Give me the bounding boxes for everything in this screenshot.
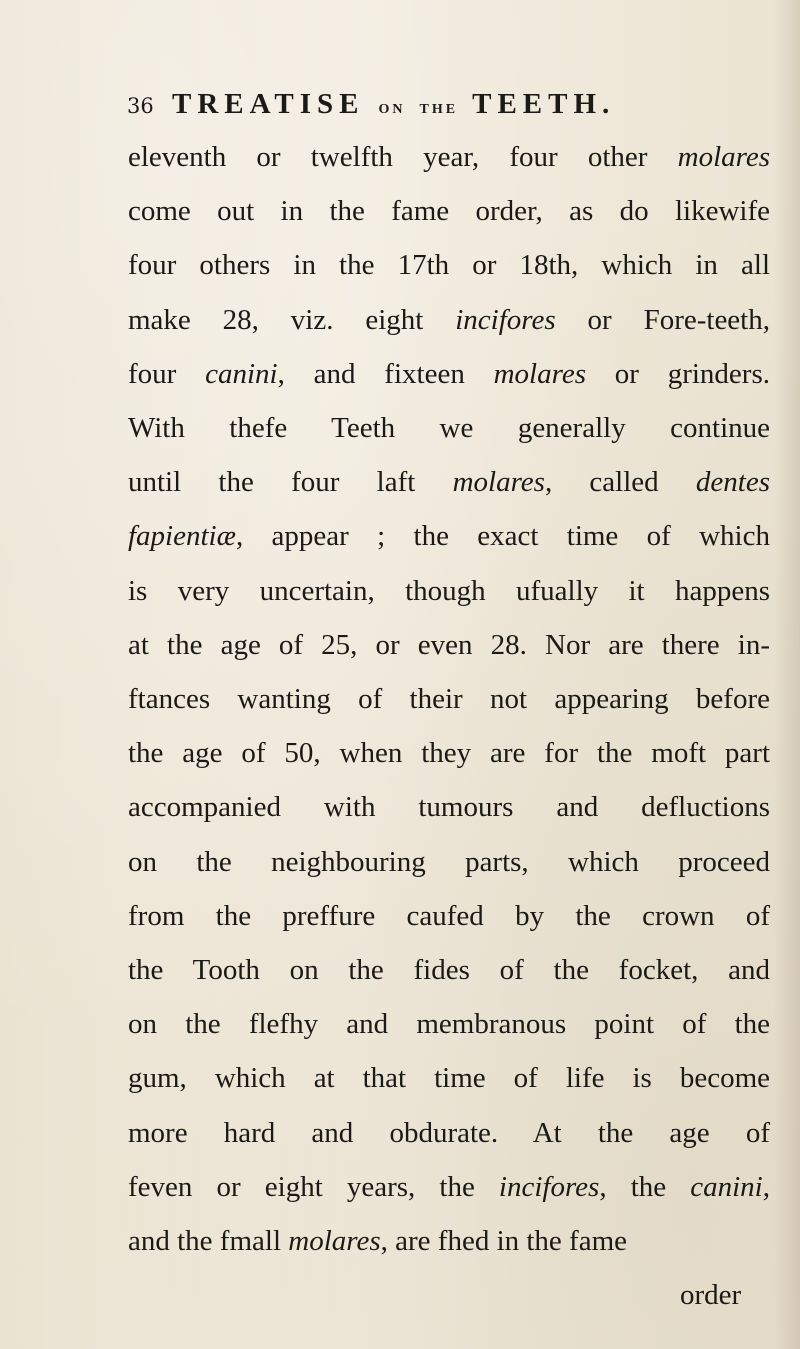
italic-term: incifores (455, 303, 556, 336)
text-line (128, 571, 770, 611)
text-run: and the fmall (128, 1225, 289, 1257)
text-run: , (762, 1170, 770, 1203)
italic-term: molares (288, 1225, 381, 1257)
text-run: feven or eight years, the (128, 1170, 499, 1203)
text-line (128, 787, 770, 827)
text-line (128, 516, 770, 556)
text-line (128, 625, 770, 665)
italic-term: canini (205, 357, 278, 390)
page-number: 36 (127, 94, 154, 118)
italic-term: molares (677, 141, 770, 173)
text-run: at the age of 25, or even 28. Nor are there in- (128, 628, 770, 661)
text-line (128, 191, 770, 231)
text-run: from the preffure caufed by the crown of (128, 899, 770, 932)
text-line (128, 1058, 770, 1098)
running-head-word: ON (378, 102, 406, 117)
text-run: more hard and obdurate. At the age of (128, 1116, 770, 1149)
text-line (128, 679, 770, 719)
text-run: eleventh or twelfth year, four other (128, 141, 678, 173)
text-run: make 28, viz. eight (128, 303, 456, 336)
text-run: gum, which at that time of life is become (128, 1062, 770, 1095)
running-head-word: TREATISE (172, 88, 365, 120)
italic-term: molares (493, 357, 586, 390)
text-line (128, 896, 770, 936)
catchword: order (680, 1279, 742, 1312)
italic-term: fapientiæ (128, 520, 236, 553)
text-run: With thefe Teeth we generally continue (128, 412, 770, 444)
text-run: , appear ; the exact time of which (235, 520, 770, 553)
text-line (128, 462, 770, 502)
text-line (128, 354, 770, 394)
text-line (128, 137, 770, 177)
running-head-word: THE (419, 102, 459, 117)
text-run: come out in the fame order, as do likewife (128, 195, 770, 228)
text-line (128, 408, 770, 448)
text-line (128, 1167, 770, 1207)
text-run: ftances wanting of their not appearing before (128, 683, 770, 715)
text-run: , the (599, 1170, 691, 1203)
text-line (128, 842, 770, 882)
text-run: or grinders. (585, 357, 770, 390)
text-line (128, 950, 770, 990)
text-run: or Fore-teeth, (555, 303, 770, 336)
text-run: on the flefhy and membranous point of the (128, 1008, 770, 1041)
text-line (128, 300, 770, 340)
text-run: four others in the 17th or 18th, which in all (128, 249, 770, 282)
text-run: is very uncertain, though ufually it happens (128, 574, 770, 607)
italic-term: molares (452, 466, 545, 499)
text-run: accompanied with tumours and defluctions (128, 791, 770, 824)
italic-term: canini (690, 1170, 763, 1203)
text-run: , and fixteen (277, 357, 494, 390)
text-line (128, 1004, 770, 1044)
text-run: , called (544, 466, 696, 499)
text-line (128, 245, 770, 285)
running-head-word: TEETH. (472, 88, 616, 120)
text-line (128, 1221, 770, 1261)
text-run: four (128, 357, 206, 390)
text-run: , are fhed in the fame (380, 1225, 628, 1257)
italic-term: incifores (498, 1170, 600, 1203)
page-header (127, 88, 767, 128)
text-line (128, 1113, 770, 1153)
text-line (128, 733, 770, 773)
text-run: until the four laft (128, 466, 453, 499)
text-run: the Tooth on the fides of the focket, and (128, 954, 770, 986)
running-head (172, 88, 615, 121)
text-run: on the neighbouring parts, which proceed (128, 845, 770, 878)
italic-term: dentes (695, 466, 771, 499)
text-run: the age of 50, when they are for the moft part (128, 737, 770, 770)
page-edge-shadow (774, 0, 800, 1349)
